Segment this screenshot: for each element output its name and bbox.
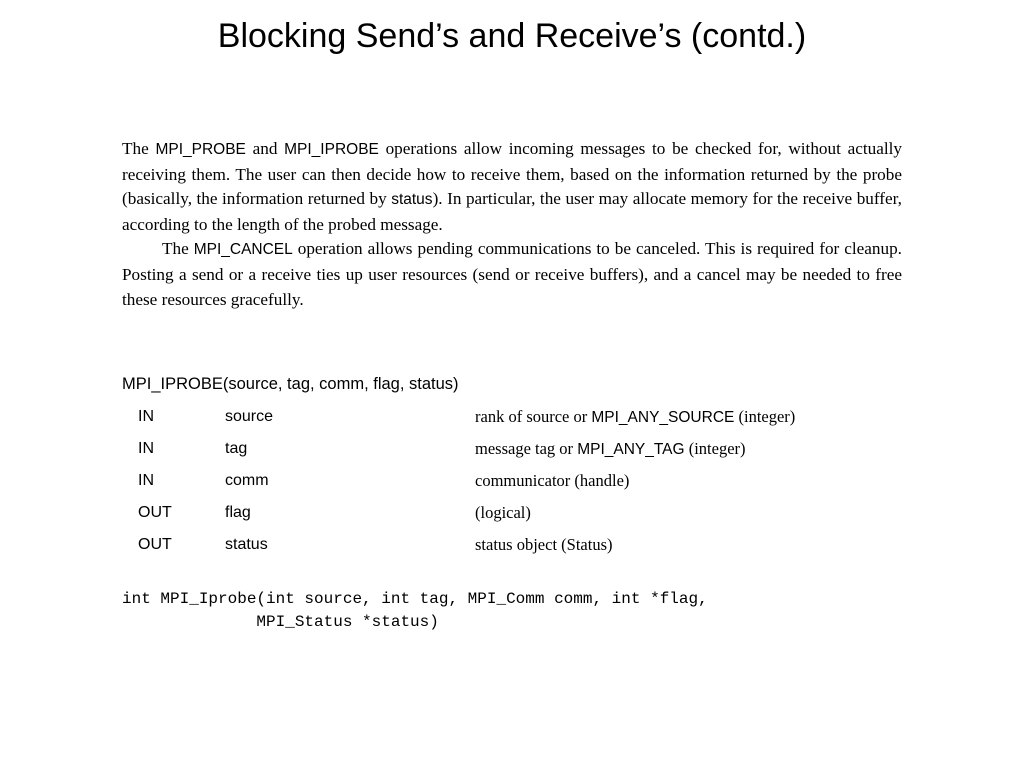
paragraph-text: and <box>245 139 285 158</box>
inline-code: MPI_IPROBE <box>284 141 379 158</box>
param-desc-code: MPI_ANY_TAG <box>577 441 685 458</box>
param-direction: OUT <box>138 504 172 521</box>
parameter-row <box>138 533 898 565</box>
code-line: MPI_Status *status) <box>122 613 439 631</box>
paragraph-cancel <box>122 237 902 312</box>
paragraph-text: The <box>122 139 156 158</box>
param-description <box>475 405 795 430</box>
param-desc-text: (integer) <box>684 439 746 458</box>
param-description <box>475 469 629 493</box>
param-name: tag <box>225 440 248 457</box>
paragraph-text: operation allows pending communications to be canceled. This is required for cleanup. Posting a send or a receive ties up user resources (send or receive buffers), and a cancel may be needed to free these resources gracefully. <box>122 239 902 309</box>
param-description <box>475 501 531 525</box>
code-line: int MPI_Iprobe(int source, int tag, MPI_Comm comm, int *flag, <box>122 590 708 608</box>
function-args: (source, tag, comm, flag, status) <box>222 375 459 393</box>
c-binding-code <box>122 588 708 634</box>
param-name: source <box>225 408 274 425</box>
param-desc-code: MPI_ANY_SOURCE <box>591 409 735 426</box>
param-description <box>475 533 612 557</box>
param-desc-text: status object (Status) <box>475 535 613 554</box>
param-description <box>475 437 746 462</box>
param-desc-text: message tag or <box>475 439 578 458</box>
param-desc-text: (integer) <box>734 407 796 426</box>
inline-code: MPI_PROBE <box>155 141 246 158</box>
body-text <box>122 137 902 312</box>
parameter-row <box>138 501 898 533</box>
param-direction: OUT <box>138 536 172 553</box>
parameter-row <box>138 405 898 437</box>
param-direction: IN <box>138 472 154 489</box>
param-desc-text: (logical) <box>475 503 531 522</box>
function-signature <box>122 373 459 395</box>
paragraph-probe <box>122 137 902 237</box>
parameter-row <box>138 469 898 501</box>
param-desc-text: rank of source or <box>475 407 592 426</box>
inline-code: MPI_CANCEL <box>193 241 293 259</box>
inline-code: status <box>391 191 433 209</box>
param-direction: IN <box>138 408 154 425</box>
parameter-row <box>138 437 898 469</box>
param-desc-text: communicator (handle) <box>475 471 630 490</box>
param-name: comm <box>225 472 269 489</box>
param-direction: IN <box>138 440 154 457</box>
slide-title: Blocking Send’s and Receive’s (contd.) <box>217 17 807 55</box>
param-name: status <box>225 536 268 553</box>
paragraph-text: ). In particular, the user may allocate memory for the receive buffer, according to the length of the probed message. <box>122 189 902 234</box>
paragraph-text: operations allow incoming messages to be checked for, without actually receiving them. The user can then decide how to receive them, based on the information returned by the probe (basically, the information returned by <box>122 139 902 209</box>
paragraph-text: The <box>162 239 194 259</box>
param-name: flag <box>225 504 251 521</box>
parameter-table <box>138 405 898 565</box>
function-name: MPI_IPROBE <box>122 375 223 393</box>
